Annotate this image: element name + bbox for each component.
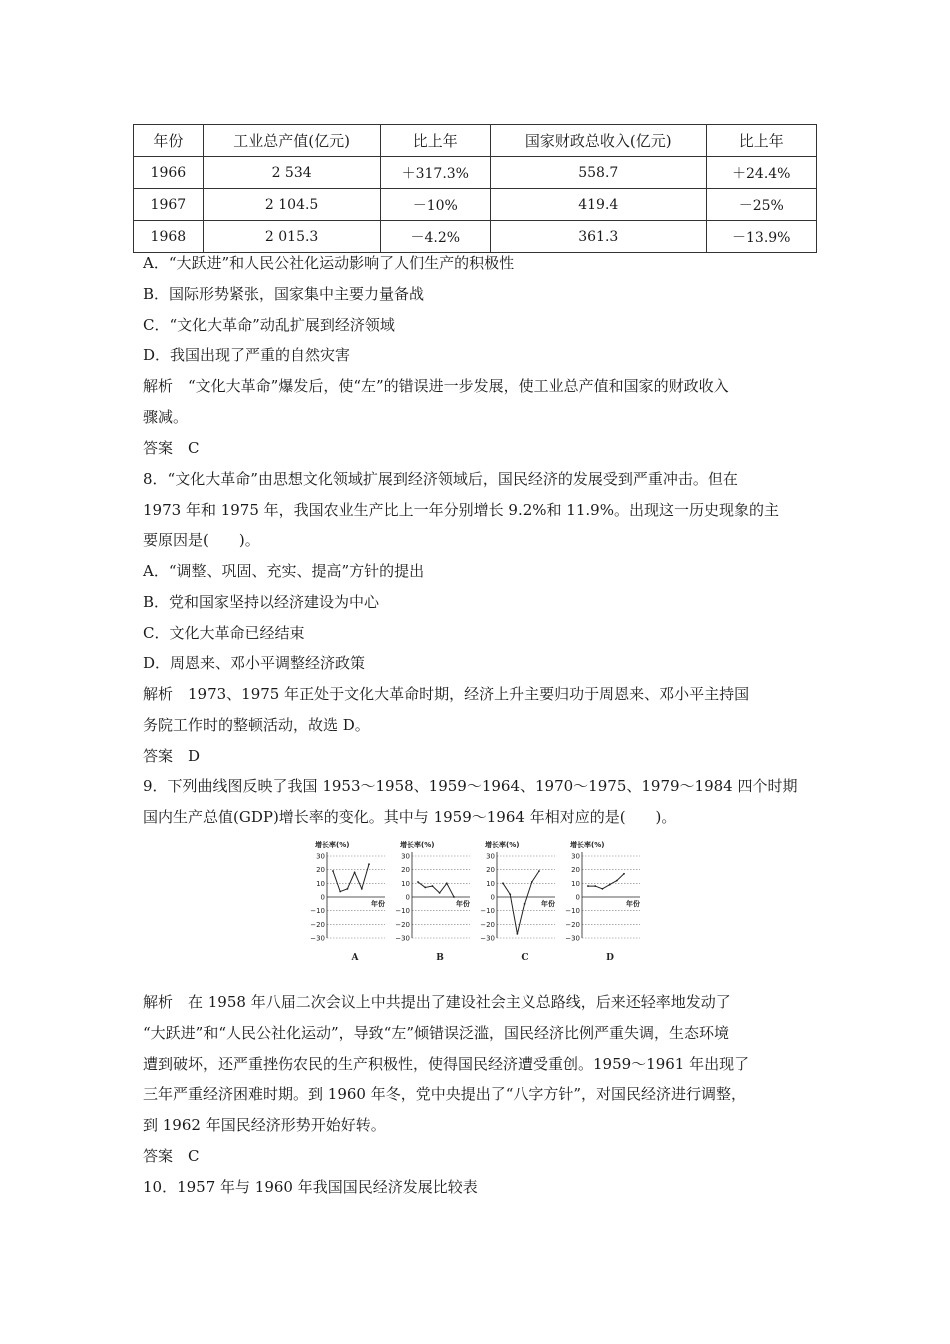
chart-point (616, 880, 618, 882)
table-row (134, 189, 817, 221)
chart-point (347, 888, 349, 890)
question-text: 8．“文化大革命”由思想文化领域扩展到经济领域后，国民经济的发展受到严重冲击。但在 (143, 470, 738, 488)
question-text: 9．下列曲线图反映了我国 1953～1958、1959～1964、1970～1975、1979～1984 四个时期 (143, 777, 798, 795)
table-cell: 419.4 (491, 189, 706, 221)
question-text: 10．1957 年与 1960 年我国国民经济发展比较表 (143, 1178, 478, 1196)
option-b: B．国际形势紧张，国家集中主要力量备战 (143, 285, 425, 303)
table-row (134, 157, 817, 189)
table-cell: －13.9% (706, 221, 816, 253)
chart-point (502, 882, 504, 884)
option-b: B．党和国家坚持以经济建设为中心 (143, 593, 380, 611)
chart-tick-label: −10 (310, 907, 325, 916)
table-cell: －10% (380, 189, 491, 221)
analysis-text: 骤减。 (143, 408, 189, 426)
chart-series-line (333, 864, 369, 891)
chart-point (446, 882, 448, 884)
analysis-text: 遭到破坏，还严重挫伤农民的生产积极性，使得国民经济遭受重创。1959～1961 年出现了 (143, 1055, 750, 1073)
chart-xlabel: 年份 (456, 900, 470, 908)
chart-point (439, 892, 441, 894)
answer-text: 答案 C (143, 439, 200, 457)
chart-tick-label: 0 (490, 893, 495, 902)
table-header-cell: 年份 (134, 125, 204, 157)
option-d: D．周恩来、邓小平调整经济政策 (143, 654, 366, 672)
table-cell: 1968 (134, 221, 204, 253)
chart-tick-label: −10 (565, 907, 580, 916)
chart-tick-label: −20 (480, 920, 495, 929)
table-header-cell: 工业总产值(亿元) (203, 125, 380, 157)
option-a: A．“调整、巩固、充实、提高”方针的提出 (143, 562, 425, 580)
chart-xlabel: 年份 (371, 900, 385, 908)
chart-panel-label: B (436, 953, 444, 963)
chart-tick-label: −30 (395, 934, 410, 943)
chart-tick-label: −30 (310, 934, 325, 943)
chart-point (602, 888, 604, 890)
chart-tick-label: 10 (571, 879, 580, 888)
chart-xlabel: 年份 (626, 900, 640, 908)
analysis-text: 解析 1973、1975 年正处于文化大革命时期，经济上升主要归功于周恩来、邓小平主持国 (143, 685, 750, 703)
chart-point (354, 872, 356, 874)
chart-point (524, 903, 526, 905)
chart-point (424, 887, 426, 889)
table-cell: 2 015.3 (203, 221, 380, 253)
chart-ylabel: 增长率(%) (570, 841, 605, 849)
chart-panel-label: C (521, 953, 529, 963)
option-c: C．文化大革命已经结束 (143, 624, 305, 642)
table-cell: －4.2% (380, 221, 491, 253)
table-header-cell: 比上年 (706, 125, 816, 157)
chart-tick-label: −20 (565, 920, 580, 929)
table-header-cell: 国家财政总收入(亿元) (491, 125, 706, 157)
analysis-text: 解析 “文化大革命”爆发后，使“左”的错误进一步发展，使工业总产值和国家的财政收入 (143, 377, 729, 395)
option-a: A．“大跃进”和人民公社化运动影响了人们生产的积极性 (143, 254, 515, 272)
table-cell: 2 534 (203, 157, 380, 189)
analysis-text: 务院工作时的整顿活动，故选 D。 (143, 716, 370, 734)
table-cell: 361.3 (491, 221, 706, 253)
chart-ylabel: 增长率(%) (485, 841, 520, 849)
chart-series-line (588, 874, 624, 889)
chart-point (509, 893, 511, 895)
question-text: 1973 年和 1975 年，我国农业生产比上一年分别增长 9.2%和 11.9%。出现这一历史现象的主 (143, 501, 779, 519)
table-row (134, 221, 817, 253)
chart-tick-label: −30 (480, 934, 495, 943)
table-cell: －25% (706, 189, 816, 221)
analysis-text: 解析 在 1958 年八届二次会议上中共提出了建设社会主义总路线，后来还轻率地发动了 (143, 993, 731, 1011)
chart-point (339, 891, 341, 893)
chart-tick-label: −20 (395, 920, 410, 929)
table-cell: 1966 (134, 157, 204, 189)
chart-point (531, 881, 533, 883)
chart-point (538, 870, 540, 872)
chart-tick-label: −20 (310, 920, 325, 929)
chart-tick-label: 30 (401, 852, 410, 861)
option-c: C．“文化大革命”动乱扩展到经济领域 (143, 316, 395, 334)
chart-tick-label: 0 (575, 893, 580, 902)
chart-point (417, 881, 419, 883)
question-text: 国内生产总值(GDP)增长率的变化。其中与 1959～1964 年相对应的是( )。 (143, 808, 677, 826)
chart-point (432, 885, 434, 887)
analysis-text: “大跃进”和“人民公社化运动”，导致“左”倾错误泛滥，国民经济比例严重失调，生态环境 (143, 1024, 730, 1042)
chart-tick-label: −30 (565, 934, 580, 943)
table-cell: 1967 (134, 189, 204, 221)
chart-tick-label: 30 (316, 852, 325, 861)
chart-tick-label: −10 (395, 907, 410, 916)
question-text: 要原因是( )。 (143, 531, 260, 549)
chart-point (332, 870, 334, 872)
chart-tick-label: 30 (486, 852, 495, 861)
chart-tick-label: 20 (571, 866, 580, 875)
table-header-row (134, 125, 817, 157)
chart-tick-label: 10 (316, 879, 325, 888)
chart-tick-label: −10 (480, 907, 495, 916)
chart-tick-label: 10 (401, 879, 410, 888)
chart-tick-label: 20 (486, 866, 495, 875)
chart-point (517, 933, 519, 935)
chart-ylabel: 增长率(%) (400, 841, 435, 849)
chart-tick-label: 0 (405, 893, 410, 902)
analysis-text: 三年严重经济困难时期。到 1960 年冬，党中央提出了“八字方针”，对国民经济进行调整， (143, 1085, 747, 1103)
chart-tick-label: 20 (316, 866, 325, 875)
gdp-growth-charts (305, 836, 645, 964)
chart-xlabel: 年份 (541, 900, 555, 908)
chart-tick-label: 20 (401, 866, 410, 875)
chart-point (609, 884, 611, 886)
table-cell: 558.7 (491, 157, 706, 189)
table-cell: 2 104.5 (203, 189, 380, 221)
chart-point (453, 896, 455, 898)
chart-panel-label: D (606, 953, 614, 963)
answer-text: 答案 D (143, 747, 201, 765)
chart-point (587, 885, 589, 887)
analysis-text: 到 1962 年国民经济形势开始好转。 (143, 1116, 386, 1134)
table-header-cell: 比上年 (380, 125, 491, 157)
chart-series-line (418, 882, 454, 897)
chart-point (361, 888, 363, 890)
chart-point (368, 863, 370, 865)
answer-text: 答案 C (143, 1147, 200, 1165)
chart-point (623, 873, 625, 875)
chart-point (594, 885, 596, 887)
chart-tick-label: 10 (486, 879, 495, 888)
chart-tick-label: 0 (320, 893, 325, 902)
table-cell: ＋317.3% (380, 157, 491, 189)
economic-data-table (133, 124, 817, 253)
chart-ylabel: 增长率(%) (315, 841, 350, 849)
table-cell: ＋24.4% (706, 157, 816, 189)
option-d: D．我国出现了严重的自然灾害 (143, 346, 351, 364)
chart-tick-label: 30 (571, 852, 580, 861)
chart-panel-label: A (351, 953, 359, 963)
